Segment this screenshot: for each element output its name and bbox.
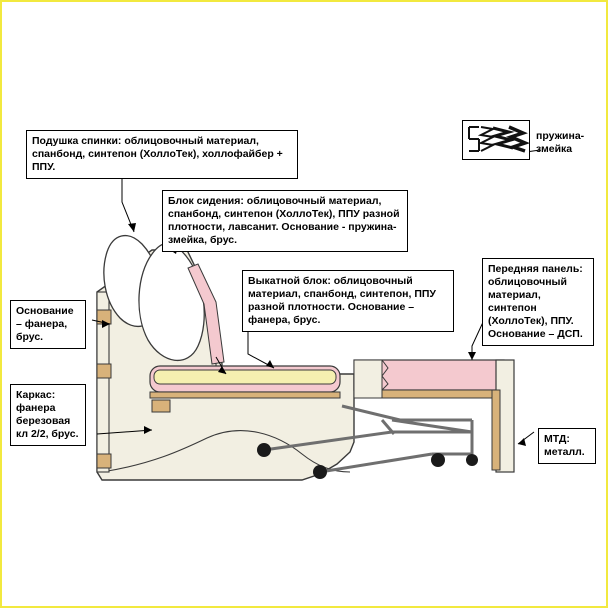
snake-spring-icon bbox=[463, 121, 529, 159]
callout-back-cushion: Подушка спинки: облицовочный материал, спанбонд, синтепон (ХоллоТек), холлофайбер + ППУ. bbox=[26, 130, 298, 179]
callout-base-plywood: Основание – фанера, брус. bbox=[10, 300, 86, 349]
callout-seat-block: Блок сидения: облицовочный материал, спанбонд, синтепон (ХоллоТек), ППУ разной плотности, лавсанит. Основание - пружина-змейка, брус. bbox=[162, 190, 408, 252]
callout-rollout-block: Выкатной блок: облицовочный материал, спанбонд, синтепон, ППУ разной плотности. Основание – фанера, брус. bbox=[242, 270, 454, 332]
callout-mtd-metal: МТД: металл. bbox=[538, 428, 596, 464]
legend-spring-box bbox=[462, 120, 530, 160]
callout-frame-carcass: Каркас: фанера березовая кл 2/2, брус. bbox=[10, 384, 86, 446]
legend-spring-label: пружина-змейка bbox=[536, 130, 585, 155]
seat-block-shape bbox=[150, 366, 340, 398]
callout-front-panel: Передняя панель: облицовочный материал, синтепон (ХоллоТек), ППУ. Основание – ДСП. bbox=[482, 258, 594, 346]
rollout-block-shape bbox=[354, 360, 504, 398]
